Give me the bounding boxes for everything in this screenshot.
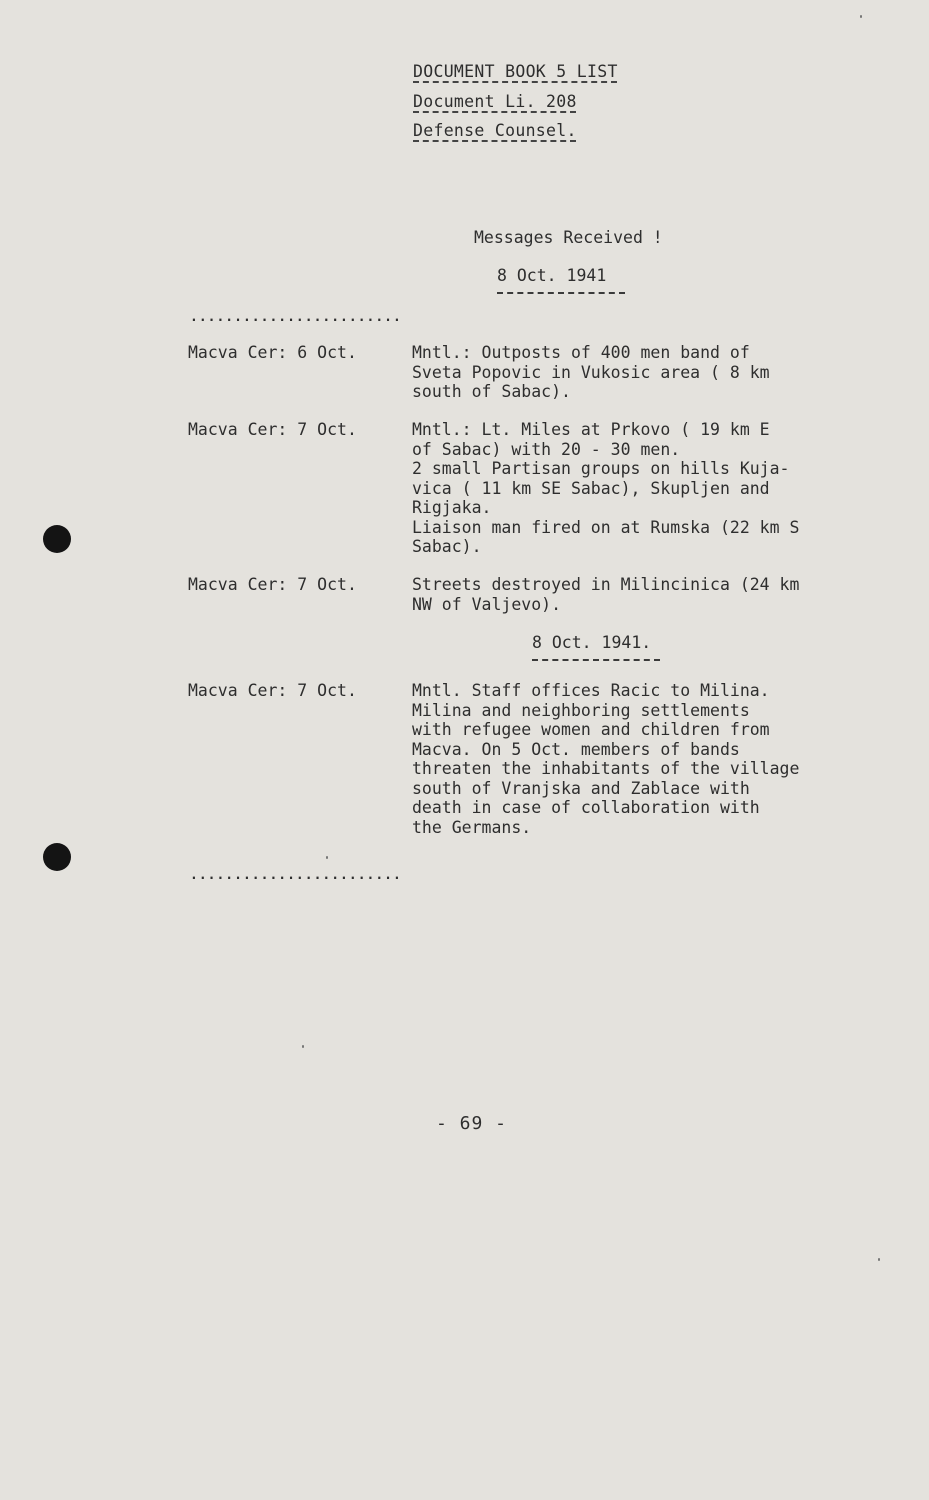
entry-line: Sveta Popovic in Vukosic area ( 8 km xyxy=(412,362,770,382)
entry-line: Milina and neighboring settlements xyxy=(412,700,750,720)
separator-bottom: ........................ xyxy=(190,868,402,883)
entry-line: threaten the inhabitants of the village xyxy=(412,759,800,778)
entry-line: Streets destroyed in Milincinica (24 km xyxy=(412,575,800,594)
entry-line: Sabac). xyxy=(412,537,482,556)
entry-line: death in case of collaboration with xyxy=(412,798,760,817)
messages-received-heading: Messages Received ! xyxy=(474,228,663,247)
entry-line: vica ( 11 km SE Sabac), Skupljen and xyxy=(412,478,770,498)
separator-top: ........................ xyxy=(190,310,402,325)
paper-speck xyxy=(860,15,862,18)
defense-counsel-label: Defense Counsel. xyxy=(413,121,577,140)
doc-book-title: DOCUMENT BOOK 5 LIST xyxy=(413,62,618,81)
paper-speck xyxy=(878,1258,880,1261)
entry-line: south of Vranjska and Zablace with xyxy=(412,778,750,798)
date-underline-1 xyxy=(497,292,625,294)
entry-source: Macva Cer: 7 Oct. xyxy=(188,575,357,594)
entry-body xyxy=(412,420,882,557)
entry-body xyxy=(412,575,882,614)
document-number: Document Li. 208 xyxy=(413,92,577,111)
binder-hole xyxy=(43,525,71,553)
paper-speck xyxy=(302,1045,304,1048)
entry-line: Liaison man fired on at Rumska (22 km S xyxy=(412,517,800,537)
entry-body xyxy=(412,681,882,837)
entry-line: south of Sabac). xyxy=(412,382,571,401)
entry-body xyxy=(412,343,882,402)
binder-hole xyxy=(43,843,71,871)
entry-line: Mntl.: Lt. Miles at Prkovo ( 19 km E xyxy=(412,420,770,439)
date-heading-1: 8 Oct. 1941 xyxy=(497,266,607,285)
entry-line: with refugee women and children from xyxy=(412,720,770,739)
entry-line: Mntl. Staff offices Racic to Milina. xyxy=(412,681,770,700)
entry-source: Macva Cer: 7 Oct. xyxy=(188,420,357,439)
entry-line: 2 small Partisan groups on hills Kuja- xyxy=(412,459,790,478)
date-heading-2: 8 Oct. 1941. xyxy=(532,633,652,652)
page-number: - 69 - xyxy=(436,1113,508,1134)
entry-line: the Germans. xyxy=(412,817,532,837)
entry-line: Rigjaka. xyxy=(412,498,492,517)
entry-source: Macva Cer: 7 Oct. xyxy=(188,681,357,700)
paper-speck xyxy=(326,856,328,859)
entry-line: of Sabac) with 20 - 30 men. xyxy=(412,439,681,459)
entry-line: NW of Valjevo). xyxy=(412,594,562,614)
entry-source: Macva Cer: 6 Oct. xyxy=(188,343,357,362)
entry-line: Mntl.: Outposts of 400 men band of xyxy=(412,343,750,362)
entry-line: Macva. On 5 Oct. members of bands xyxy=(412,739,740,759)
date-underline-2 xyxy=(532,659,660,661)
